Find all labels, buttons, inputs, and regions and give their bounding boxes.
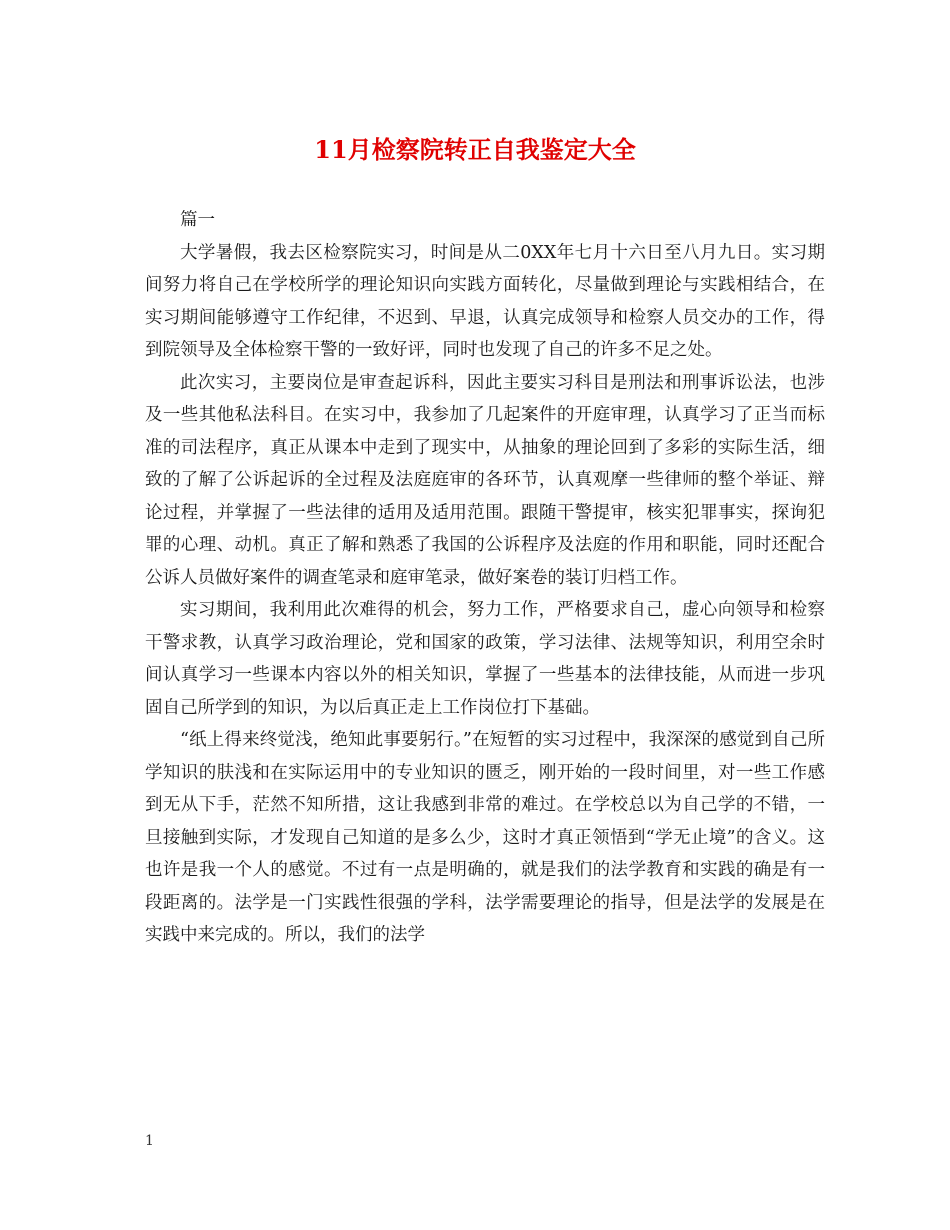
paragraph-4: “纸上得来终觉浅，绝知此事要躬行。”在短暂的实习过程中，我深深的感觉到自己所学知识的肤浅和在实际运用中的专业知识的匮乏，刚开始的一段时间里，对一些工作感到无从下手，茫然不知所措，这让我感到非常的难过。在学校总以为自己学的不错，一旦接触到实际，才发现自己知道的是多么少，这时才真正领悟到“学无止境”的含义。这也许是我一个人的感觉。不过有一点是明确的，就是我们的法学教育和实践的确是有一段距离的。法学是一门实践性很强的学科，法学需要理论的指导，但是法学的发展是在实践中来完成的。所以，我们的法学 — [145, 730, 825, 945]
document-body — [145, 204, 825, 952]
page-number: 1 — [145, 1133, 154, 1149]
paragraph-1: 大学暑假，我去区检察院实习，时间是从二0XX年七月十六日至八月九日。实习期间努力将自己在学校所学的理论知识向实践方面转化，尽量做到理论与实践相结合，在实习期间能够遵守工作纪律，不迟到、早退，认真完成领导和检察人员交办的工作，得到院领导及全体检察干警的一致好评，同时也发现了自己的许多不足之处。 — [145, 242, 825, 360]
document-title: 11月检察院转正自我鉴定大全 — [314, 135, 636, 164]
paragraph-2: 此次实习，主要岗位是审查起诉科，因此主要实习科目是刑法和刑事诉讼法，也涉及一些其他私法科目。在实习中，我参加了几起案件的开庭审理，认真学习了正当而标准的司法程序，真正从课本中走到了现实中，从抽象的理论回到了多彩的实际生活，细致的了解了公诉起诉的全过程及法庭庭审的各环节，认真观摩一些律师的整个举证、辩论过程，并掌握了一些法律的适用及适用范围。跟随干警提审，核实犯罪事实，探询犯罪的心理、动机。真正了解和熟悉了我国的公诉程序及法庭的作用和职能，同时还配合公诉人员做好案件的调查笔录和庭审笔录，做好案卷的装订归档工作。 — [145, 372, 825, 588]
paragraph-3: 实习期间，我利用此次难得的机会，努力工作，严格要求自己，虚心向领导和检察干警求教，认真学习政治理论，党和国家的政策，学习法律、法规等知识，利用空余时间认真学习一些课本内容以外的相关知识，掌握了一些基本的法律技能，从而进一步巩固自己所学到的知识，为以后真正走上工作岗位打下基础。 — [145, 600, 825, 718]
section-heading: 篇一 — [180, 210, 215, 230]
